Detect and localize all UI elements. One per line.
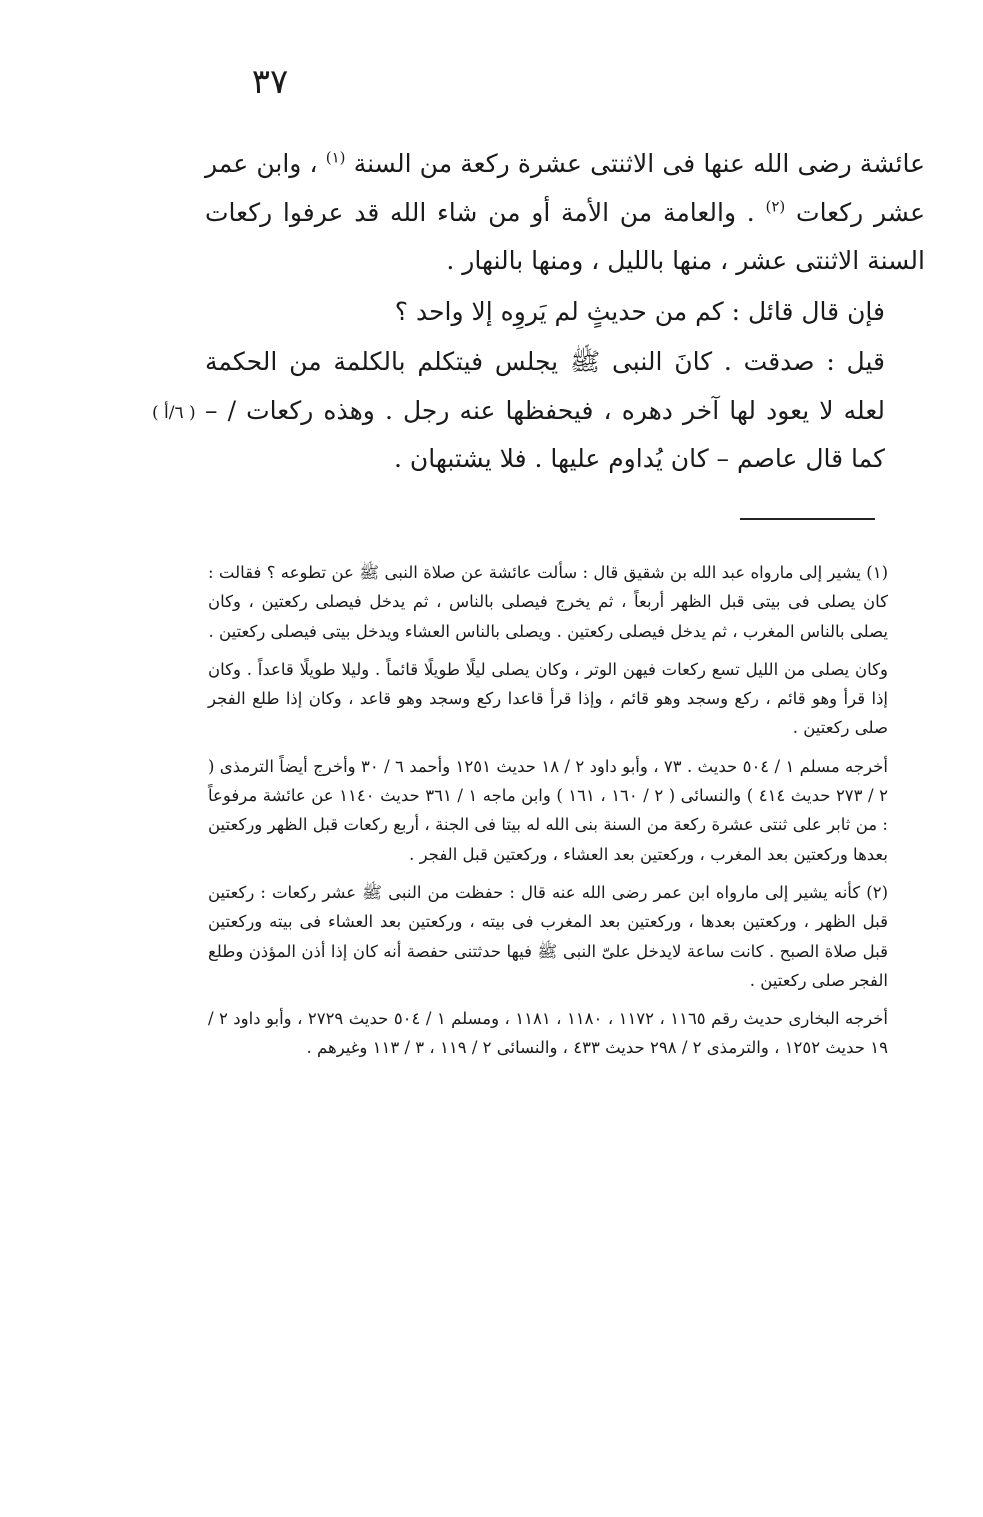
footnote-divider	[740, 518, 875, 520]
footnote-1-continuation: وكان يصلى من الليل تسع ركعات فيهن الوتر ، وكان يصلى ليلًا طويلًا قائماً . وليلا طويلًا قاعداً . وكان إذا قرأ وهو قائم ، ركع وسجد وهو قائم ، وإذا قرأ قاعدا ركع وسجد وهو قاعد ، وكان إذا طلع الفجر صلى ركعتين .	[208, 659, 888, 738]
main-paragraph-1	[205, 140, 925, 286]
main-paragraph-1-middle: ، وابن عمر عشر ركعات	[205, 149, 925, 227]
footnote-ref-2[interactable]: (٢)	[765, 197, 786, 216]
main-paragraph-1-end: . والعامة من الأمة أو من شاء الله قد عرفوا ركعات السنة الاثنتى عشر ، منها بالليل ، ومنها بالنهار .	[205, 197, 925, 275]
footnote-ref-1[interactable]: (١)	[325, 148, 346, 167]
footnote-2: (٢) كأنه يشير إلى مارواه ابن عمر رضى الله عنه قال : حفظت من النبى ﷺ عشر ركعات : ركعتين قبل الظهر ، وركعتين بعدها ، وركعتين بعد المغرب فى بيته ، وركعتين بعد العشاء فى بيته وركعتين قبل صلاة الصبح . كانت ساعة لايدخل علىّ النبى ﷺ فيها حدثتنى حفصة أنه كان إذا أذن المؤذن وطلع الفجر صلى ركعتين .	[208, 882, 888, 990]
page-number: ٣٧	[251, 62, 289, 102]
footnote-2-sources: أخرجه البخارى حديث رقم ١١٦٥ ، ١١٧٢ ، ١١٨٠ ، ١١٨١ ، ومسلم ١ / ٥٠٤ حديث ٢٧٢٩ ، وأبو داود ٢ / ١٩ حديث ١٢٥٢ ، والترمذى ٢ / ٢٩٨ حديث ٤٣٣ ، والنسائى ٢ / ١١٩ ، ٣ / ١١٣ وغيرهم .	[208, 1009, 888, 1058]
main-paragraph-3: قيل : صدقت . كانَ النبى ﷺ يجلس فيتكلم بالكلمة من الحكمة لعله لا يعود لها آخر دهره ، فيحفظها عنه رجل . وهذه ركعات / – كما قال عاصم – كان يُداوم عليها . فلا يشتبهان .	[205, 347, 885, 473]
main-paragraph-2: فإن قال قائل : كم من حديثٍ لم يَروِه إلا واحد ؟	[394, 296, 885, 326]
footnotes	[208, 558, 920, 1072]
footnote-1: (١) يشير إلى مارواه عبد الله بن شقيق قال : سألت عائشة عن صلاة النبى ﷺ عن تطوعه ؟ فقالت : كان يصلى فى بيتى قبل الظهر أربعاً ، ثم يخرج فيصلى بالناس ، ثم يدخل فيصلى ركعتين ، وكان يصلى بالناس المغرب ، ثم يدخل فيصلى ركعتين . ويصلى بالناس العشاء ويدخل بيتى فيصلى ركعتين .	[208, 563, 888, 641]
footnote-1-sources: أخرجه مسلم ١ / ٥٠٤ حديث . ٧٣ ، وأبو داود ٢ / ١٨ حديث ١٢٥١ وأحمد ٦ / ٣٠ وأخرج أيضاً الترمذى ( ٢ / ٢٧٣ حديث ٤١٤ ) والنسائى ( ٢ / ١٦٠ ، ١٦١ ) وابن ماجه ١ / ٣٦١ حديث ١١٤٠ عن عائشة مرفوعاً : من ثابر على ثنتى عشرة ركعة من السنة بنى الله له بيتا فى الجنة ، أربع ركعات قبل الظهر وركعتين بعدها وركعتين بعد المغرب ، وركعتين بعد العشاء ، وركعتين قبل الفجر .	[208, 756, 888, 864]
margin-folio-note: ( ٦/أ )	[152, 403, 196, 423]
main-text	[205, 140, 925, 484]
main-paragraph-1-start: عائشة رضى الله عنها فى الاثنتى عشرة ركعة من السنة	[353, 149, 925, 178]
